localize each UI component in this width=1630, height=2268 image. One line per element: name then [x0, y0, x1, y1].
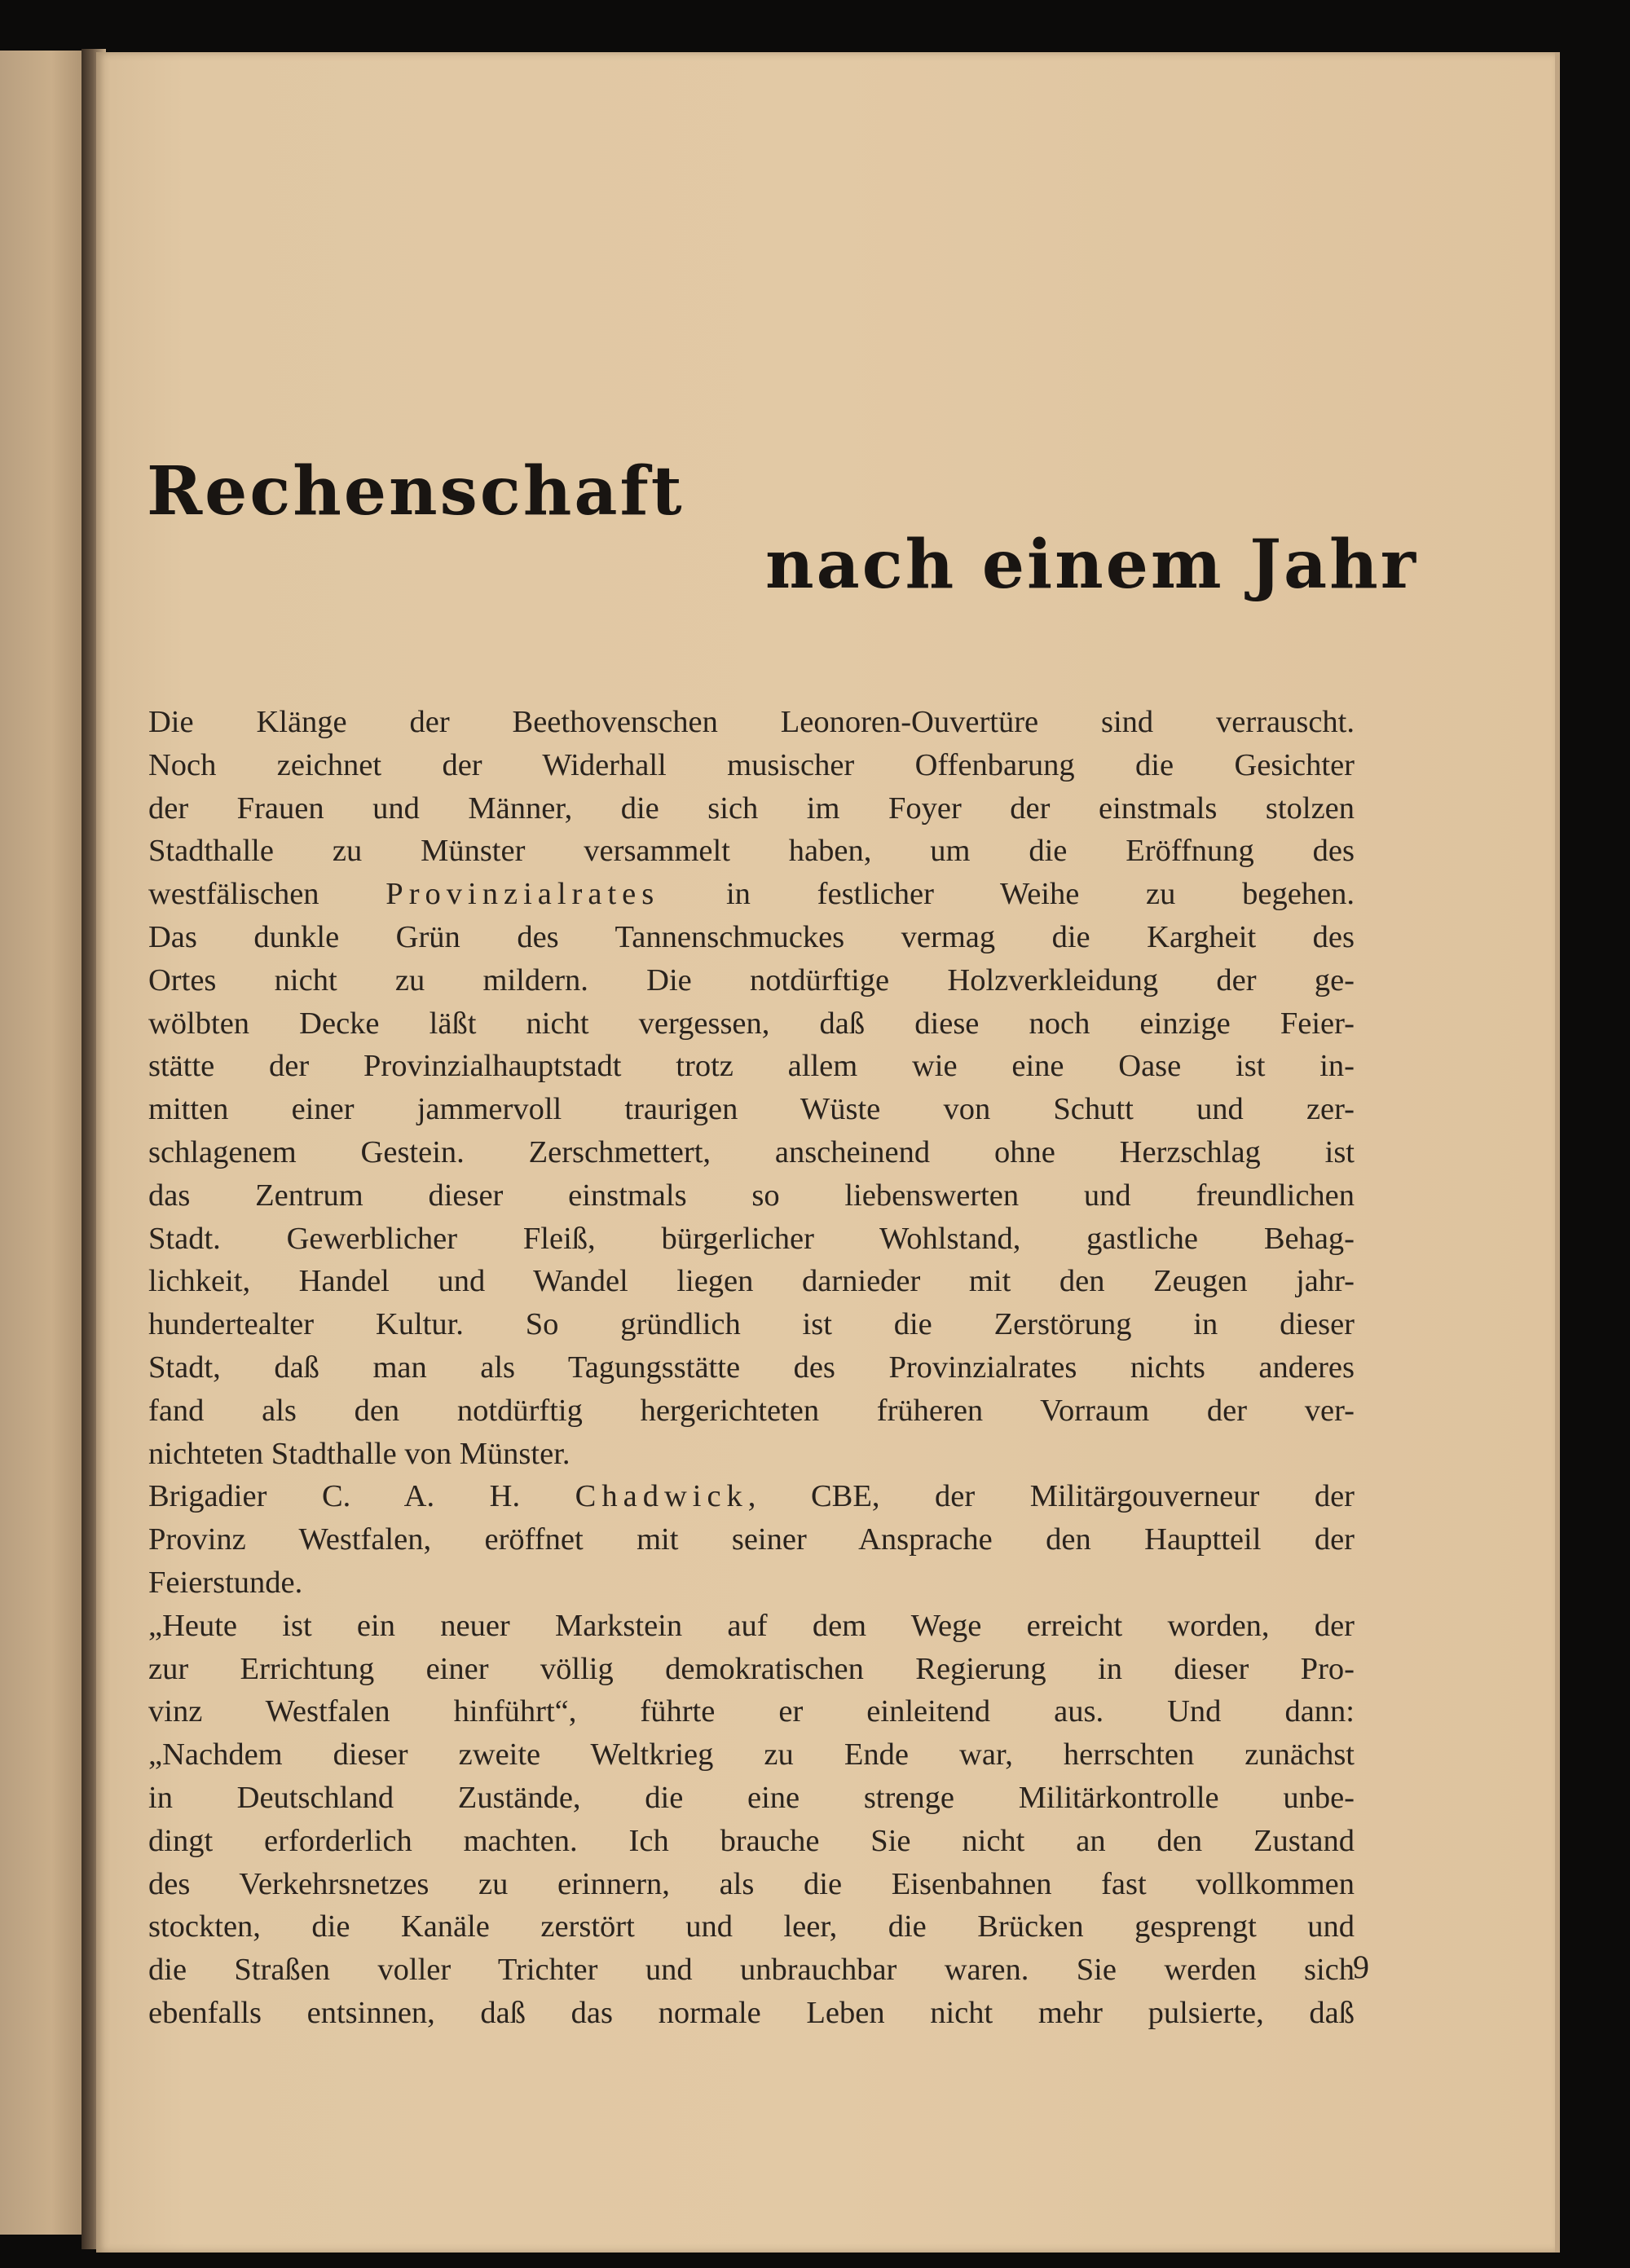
text-line: die Straßen voller Trichter und unbrauchbar waren. Sie werden sich: [148, 1953, 1355, 1988]
text-line: Die Klänge der Beethovenschen Leonoren-Ouvertüre sind verrauscht.: [148, 705, 1355, 739]
text-line: hundertealter Kultur. So gründlich ist die Zerstörung in dieser: [148, 1307, 1355, 1342]
paragraph-3: [148, 1605, 1355, 2035]
text-line: stockten, die Kanäle zerstört und leer, die Brücken gesprengt und: [148, 1909, 1355, 1944]
text-fragment: in festlicher Weihe zu begehen.: [725, 877, 1355, 912]
paragraph-1: [148, 701, 1355, 1475]
text-line: Stadt, daß man als Tagungsstätte des Provinzialrates nichts anderes: [148, 1350, 1355, 1385]
text-line: fand als den notdürftig hergerichteten früheren Vorraum der ver-: [148, 1393, 1355, 1428]
page-edge: [1555, 52, 1560, 2253]
text-line: stätte der Provinzialhauptstadt trotz allem wie eine Oase ist in-: [148, 1049, 1355, 1084]
text-line: mitten einer jammervoll traurigen Wüste von Schutt und zer-: [148, 1092, 1355, 1127]
text-line: wölbten Decke läßt nicht vergessen, daß diese noch einzige Feier-: [148, 1006, 1355, 1041]
spaced-term-provinzialrates: Provinzialrates: [385, 877, 660, 912]
text-line: „Heute ist ein neuer Markstein auf dem Wege erreicht worden, der: [148, 1608, 1355, 1643]
text-line: Ortes nicht zu mildern. Die notdürftige Holzverkleidung der ge-: [148, 962, 1355, 997]
text-line: nichteten Stadthalle von Münster.: [148, 1436, 570, 1471]
text-line: Provinz Westfalen, eröffnet mit seiner Ansprache den Hauptteil der: [148, 1522, 1355, 1557]
text-fragment: westfälischen: [148, 877, 319, 912]
text-line: ebenfalls entsinnen, daß das normale Leben nicht mehr pulsierte, daß: [148, 1995, 1355, 2030]
text-line: Stadthalle zu Münster versammelt haben, um die Eröffnung des: [148, 834, 1355, 869]
text-fragment: Brigadier C. A. H.: [148, 1479, 521, 1514]
heading-line-2: nach einem Jahr: [764, 526, 1418, 604]
text-line: schlagenem Gestein. Zerschmettert, anscheinend ohne Herzschlag ist: [148, 1134, 1355, 1169]
text-line: „Nachdem dieser zweite Weltkrieg zu Ende war, herrschten zunächst: [148, 1737, 1355, 1773]
chapter-heading: [147, 452, 1418, 604]
text-line: vinz Westfalen hinführt“, führte er einleitend aus. Und dann:: [148, 1694, 1355, 1729]
paragraph-2: [148, 1475, 1355, 1604]
text-line: Stadt. Gewerblicher Fleiß, bürgerlicher Wohlstand, gastliche Behag-: [148, 1221, 1355, 1256]
page-number: 9: [1353, 1949, 1369, 1985]
spaced-term-chadwick: Chadwick: [575, 1479, 748, 1514]
body-text: [148, 701, 1355, 2035]
text-line-chadwick: [148, 1475, 1355, 1518]
heading-line-1: Rechenschaft: [147, 452, 685, 531]
text-line: des Verkehrsnetzes zu erinnern, als die Eisenbahnen fast vollkommen: [148, 1866, 1355, 1901]
text-line: der Frauen und Männer, die sich im Foyer der einstmals stolzen: [148, 790, 1355, 826]
text-line-provinzialrat: [148, 873, 1355, 916]
text-line: dingt erforderlich machten. Ich brauche Sie nicht an den Zustand: [148, 1823, 1355, 1858]
text-line: lichkeit, Handel und Wandel liegen darnieder mit den Zeugen jahr-: [148, 1264, 1355, 1299]
text-line: Feierstunde.: [148, 1565, 303, 1600]
left-page-edge: [0, 51, 94, 2235]
text-fragment: , CBE, der Militärgouverneur der: [747, 1479, 1355, 1514]
text-line: zur Errichtung einer völlig demokratischen Regierung in dieser Pro-: [148, 1651, 1355, 1686]
text-line: in Deutschland Zustände, die eine strenge Militärkontrolle unbe-: [148, 1780, 1355, 1815]
text-line: Das dunkle Grün des Tannenschmuckes vermag die Kargheit des: [148, 919, 1355, 954]
text-line: das Zentrum dieser einstmals so liebenswerten und freundlichen: [148, 1178, 1355, 1213]
text-line: Noch zeichnet der Widerhall musischer Offenbarung die Gesichter: [148, 747, 1355, 782]
